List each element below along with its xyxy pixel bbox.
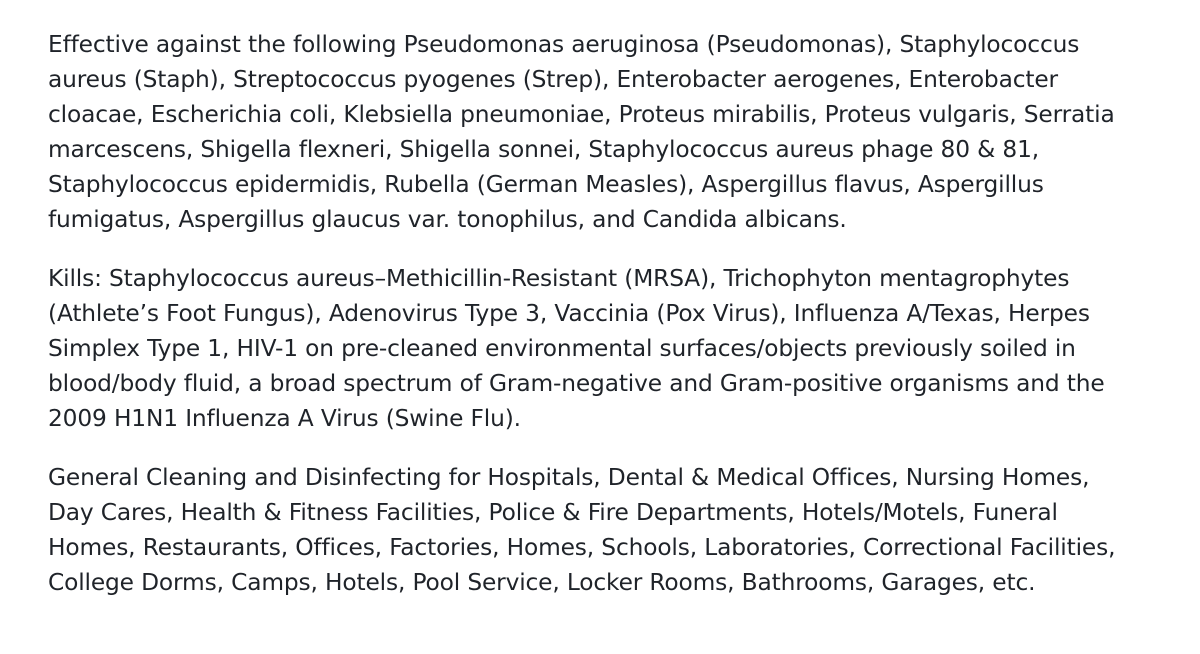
paragraph-effective-against: Effective against the following Pseudomonas aeruginosa (Pseudomonas), Staphylococcus aureus (Staph), Streptococcus pyogenes (Strep), Enterobacter aerogenes, Enterobacter cloacae, Escherichia coli, Klebsiella pneumoniae, Proteus mirabilis, Proteus vulgaris, Serratia marcescens, Shigella flexneri, Shigella sonnei, Staphylococcus aureus phage 80 & 81, Staphylococcus epidermidis, Rubella (German Measles), Aspergillus flavus, Aspergillus fumigatus, Aspergillus glaucus var. tonophilus, and Candida albicans.	[48, 31, 1115, 233]
paragraph-kills: Kills: Staphylococcus aureus–Methicillin-Resistant (MRSA), Trichophyton mentagrophytes (Athlete’s Foot Fungus), Adenovirus Type 3, Vaccinia (Pox Virus), Influenza A/Texas, Herpes Simplex Type 1, HIV-1 on pre-cleaned environmental surfaces/objects previously soiled in blood/body fluid, a broad spectrum of Gram-negative and Gram-positive organisms and the 2009 H1N1 Influenza A Virus (Swine Flu).	[48, 265, 1105, 432]
paragraph-general-cleaning: General Cleaning and Disinfecting for Hospitals, Dental & Medical Offices, Nursing Homes, Day Cares, Health & Fitness Facilities, Police & Fire Departments, Hotels/Motels, Funeral Homes, Restaurants, Offices, Factories, Homes, Schools, Laboratories, Correctional Facilities, College Dorms, Camps, Hotels, Pool Service, Locker Rooms, Bathrooms, Garages, etc.	[48, 464, 1116, 596]
